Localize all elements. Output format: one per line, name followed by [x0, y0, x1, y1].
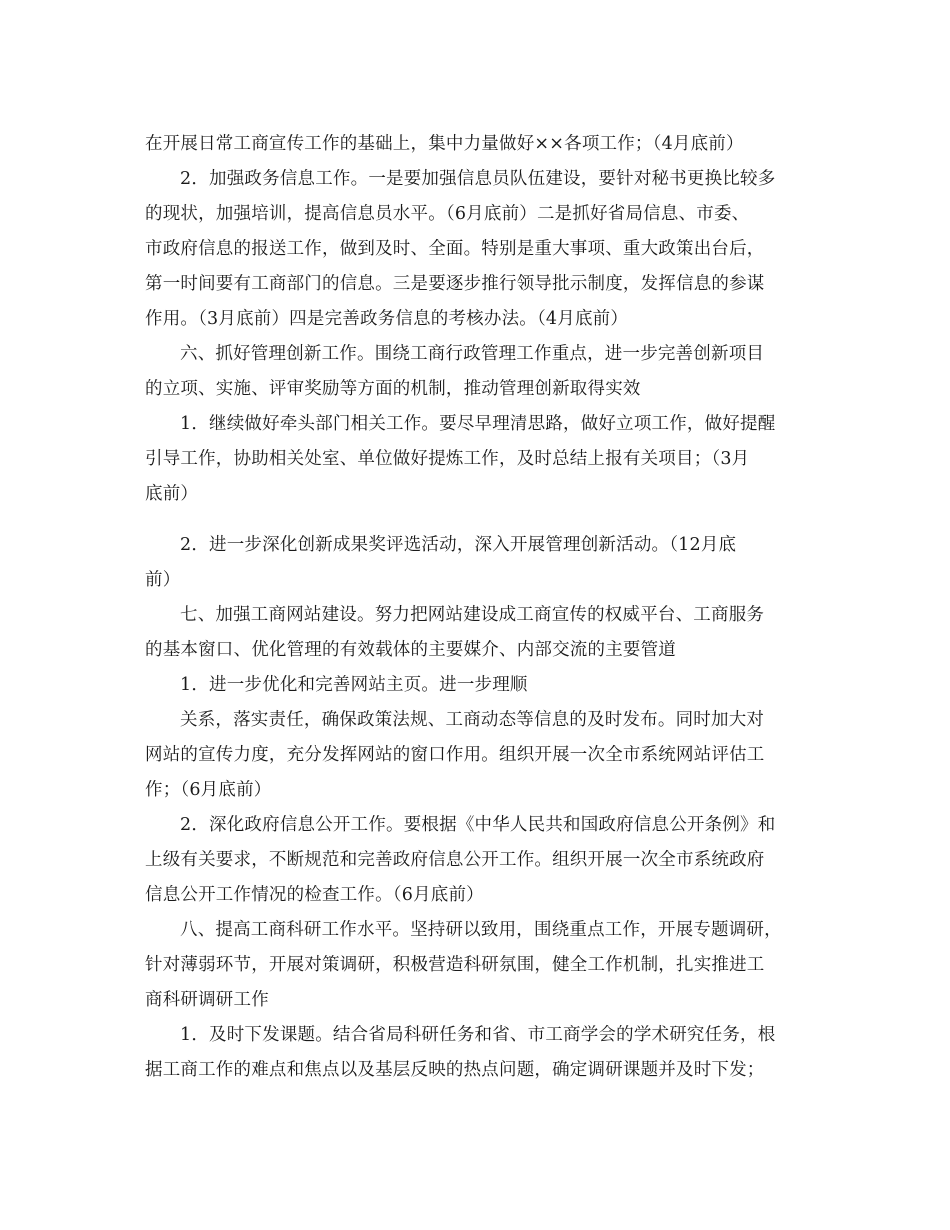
text-line: 的基本窗口、优化管理的有效载体的主要媒介、内部交流的主要管道	[145, 640, 676, 660]
text-line: 针对薄弱环节，开展对策调研，积极营造科研氛围，健全工作机制，扎实推进工	[145, 955, 765, 975]
text-line: 信息公开工作情况的检查工作。（6月底前）	[145, 885, 484, 905]
text-line: 市政府信息的报送工作，做到及时、全面。特别是重大事项、重大政策出台后，	[145, 239, 765, 259]
text-line: 据工商工作的难点和焦点以及基层反映的热点问题，确定调研课题并及时下发；	[145, 1060, 765, 1080]
text-line: 第一时间要有工商部门的信息。三是要逐步推行领导批示制度，发挥信息的参谋	[145, 274, 765, 294]
text-line: 关系，落实责任，确保政策法规、工商动态等信息的及时发布。同时加大对	[180, 710, 765, 730]
text-line: 2．加强政务信息工作。一是要加强信息员队伍建设，要针对秘书更换比较多	[180, 169, 776, 189]
text-line: 作；（6月底前）	[145, 780, 272, 800]
text-line: 八、提高工商科研工作水平。坚持研以致用，围绕重点工作，开展专题调研，	[180, 920, 782, 940]
text-line: 的立项、实施、评审奖励等方面的机制，推动管理创新取得实效	[145, 379, 641, 399]
text-line: 底前）	[145, 484, 199, 504]
text-line: 在开展日常工商宣传工作的基础上，集中力量做好××各项工作；（4月底前）	[145, 134, 744, 154]
text-line: 作用。（3月底前）四是完善政务信息的考核办法。（4月底前）	[145, 309, 629, 329]
text-line: 引导工作，协助相关处室、单位做好提炼工作，及时总结上报有关项目；（3月	[145, 449, 750, 469]
text-line: 六、抓好管理创新工作。围绕工商行政管理工作重点，进一步完善创新项目	[180, 344, 765, 364]
text-line: 前）	[145, 570, 181, 590]
text-line: 七、加强工商网站建设。努力把网站建设成工商宣传的权威平台、工商服务	[180, 605, 765, 625]
text-line: 1．及时下发课题。结合省局科研任务和省、市工商学会的学术研究任务，根	[180, 1025, 776, 1045]
text-line: 的现状，加强培训，提高信息员水平。（6月底前）二是抓好省局信息、市委、	[145, 204, 750, 224]
text-line: 2．进一步深化创新成果奖评选活动，深入开展管理创新活动。（12月底	[180, 535, 737, 555]
text-line: 1．进一步优化和完善网站主页。进一步理顺	[180, 675, 528, 695]
text-line: 网站的宣传力度，充分发挥网站的窗口作用。组织开展一次全市系统网站评估工	[145, 745, 765, 765]
text-line: 上级有关要求，不断规范和完善政府信息公开工作。组织开展一次全市系统政府	[145, 850, 765, 870]
text-line: 商科研调研工作	[145, 990, 269, 1010]
text-line: 2．深化政府信息公开工作。要根据《中华人民共和国政府信息公开条例》和	[180, 815, 776, 835]
text-line: 1．继续做好牵头部门相关工作。要尽早理清思路，做好立项工作，做好提醒	[180, 414, 776, 434]
